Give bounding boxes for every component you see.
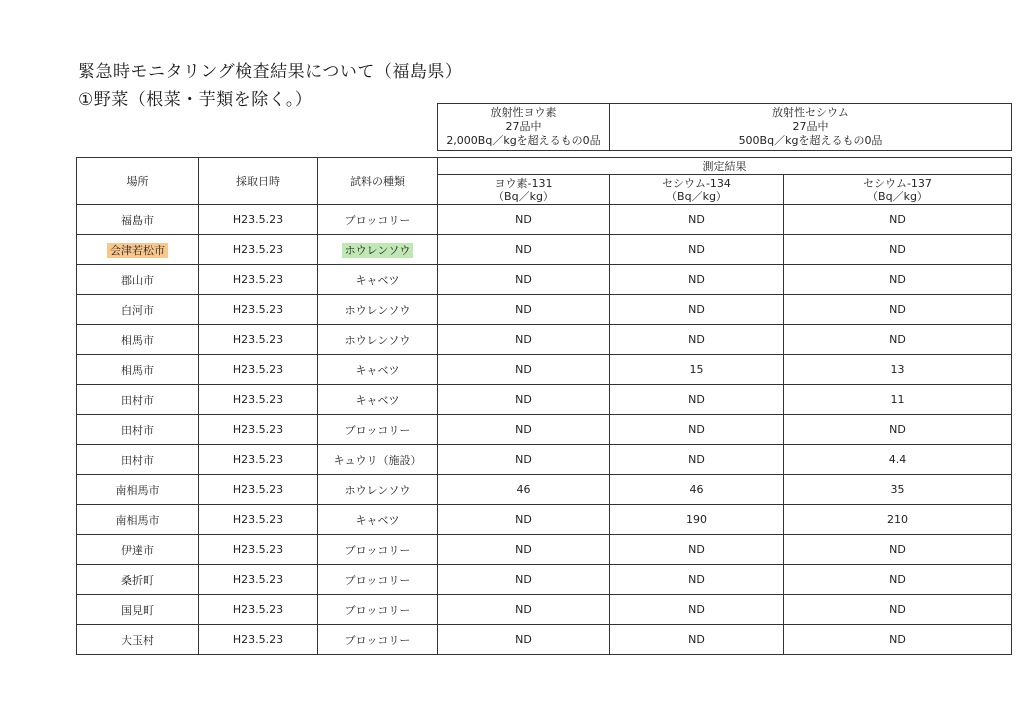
cell-cs134-text: ND bbox=[688, 573, 705, 586]
cell-place-text: 会津若松市 bbox=[107, 243, 168, 258]
cell-date-text: H23.5.23 bbox=[232, 363, 284, 376]
cell-cs134 bbox=[610, 625, 784, 655]
header-sample: 試料の種類 bbox=[318, 158, 438, 205]
cell-cs134-text: ND bbox=[688, 633, 705, 646]
cell-place bbox=[77, 205, 199, 235]
cell-i131-text: ND bbox=[515, 513, 532, 526]
cell-place bbox=[77, 625, 199, 655]
cell-date bbox=[199, 625, 318, 655]
summary-iodine-note: 2,000Bq／kgを超えるもの0品 bbox=[446, 134, 601, 147]
cell-cs134 bbox=[610, 355, 784, 385]
cell-i131-text: ND bbox=[515, 363, 532, 376]
table-row bbox=[77, 535, 1012, 565]
cell-cs134-text: ND bbox=[688, 543, 705, 556]
cell-cs134-text: ND bbox=[688, 393, 705, 406]
cell-cs134-text: 190 bbox=[686, 513, 707, 526]
cell-date bbox=[199, 235, 318, 265]
cell-cs134 bbox=[610, 505, 784, 535]
header-cs137-unit: （Bq／kg） bbox=[867, 189, 928, 203]
table-row bbox=[77, 565, 1012, 595]
header-row-main bbox=[77, 158, 1012, 175]
header-i131-label: ヨウ素-131 bbox=[494, 176, 553, 190]
cell-sample-text: キャベツ bbox=[355, 393, 400, 407]
cell-place bbox=[77, 385, 199, 415]
table-row bbox=[77, 295, 1012, 325]
cell-sample-text: ホウレンソウ bbox=[344, 483, 411, 497]
cell-sample-text: ホウレンソウ bbox=[342, 243, 414, 258]
cell-date bbox=[199, 355, 318, 385]
cell-cs134-text: 15 bbox=[689, 363, 704, 376]
header-cs134-label: セシウム-134 bbox=[662, 176, 731, 190]
cell-i131 bbox=[438, 445, 610, 475]
cell-cs134-text: ND bbox=[688, 243, 705, 256]
cell-date bbox=[199, 415, 318, 445]
cell-sample bbox=[318, 535, 438, 565]
cell-place bbox=[77, 295, 199, 325]
cell-cs137 bbox=[784, 325, 1012, 355]
summary-cesium-note: 500Bq／kgを超えるもの0品 bbox=[738, 134, 883, 147]
cell-place-text: 桑折町 bbox=[121, 573, 154, 587]
cell-cs134-text: ND bbox=[688, 603, 705, 616]
cell-sample bbox=[318, 205, 438, 235]
cell-i131-text: ND bbox=[515, 243, 532, 256]
cell-cs134-text: 46 bbox=[689, 483, 704, 496]
cell-i131 bbox=[438, 385, 610, 415]
cell-cs137 bbox=[784, 415, 1012, 445]
cell-date bbox=[199, 505, 318, 535]
cell-date-text: H23.5.23 bbox=[232, 303, 284, 316]
cell-cs134 bbox=[610, 475, 784, 505]
cell-i131 bbox=[438, 505, 610, 535]
table-row bbox=[77, 205, 1012, 235]
header-cs134-unit: （Bq／kg） bbox=[666, 189, 727, 203]
cell-place bbox=[77, 235, 199, 265]
cell-place-text: 大玉村 bbox=[121, 633, 154, 647]
cell-cs134-text: ND bbox=[688, 453, 705, 466]
cell-date-text: H23.5.23 bbox=[232, 393, 284, 406]
cell-sample-text: ブロッコリー bbox=[344, 543, 411, 557]
cell-cs137 bbox=[784, 625, 1012, 655]
cell-i131 bbox=[438, 355, 610, 385]
cell-cs134 bbox=[610, 325, 784, 355]
cell-cs137-text: ND bbox=[889, 243, 906, 256]
cell-sample-text: ブロッコリー bbox=[344, 213, 411, 227]
cell-cs134-text: ND bbox=[688, 423, 705, 436]
cell-i131 bbox=[438, 265, 610, 295]
cell-cs137 bbox=[784, 565, 1012, 595]
cell-cs134 bbox=[610, 415, 784, 445]
cell-place-text: 南相馬市 bbox=[115, 513, 160, 527]
cell-date bbox=[199, 595, 318, 625]
cell-cs134-text: ND bbox=[688, 333, 705, 346]
cell-date bbox=[199, 265, 318, 295]
cell-i131-text: ND bbox=[515, 423, 532, 436]
header-date: 採取日時 bbox=[199, 158, 318, 205]
cell-sample-text: ブロッコリー bbox=[344, 603, 411, 617]
cell-cs137-text: 13 bbox=[890, 363, 905, 376]
summary-iodine-count: 27品中 bbox=[505, 120, 542, 133]
cell-i131 bbox=[438, 295, 610, 325]
cell-cs137-text: 4.4 bbox=[888, 453, 907, 466]
cell-i131 bbox=[438, 205, 610, 235]
cell-cs137 bbox=[784, 505, 1012, 535]
summary-iodine bbox=[438, 104, 610, 151]
cell-date-text: H23.5.23 bbox=[232, 633, 284, 646]
table-row bbox=[77, 475, 1012, 505]
cell-cs137-text: ND bbox=[889, 333, 906, 346]
cell-sample bbox=[318, 445, 438, 475]
summary-cesium-name: 放射性セシウム bbox=[772, 106, 849, 119]
cell-date-text: H23.5.23 bbox=[232, 453, 284, 466]
cell-cs137-text: 11 bbox=[890, 393, 905, 406]
cell-date-text: H23.5.23 bbox=[232, 513, 284, 526]
cell-sample bbox=[318, 565, 438, 595]
cell-place bbox=[77, 595, 199, 625]
cell-cs137 bbox=[784, 595, 1012, 625]
table-row bbox=[77, 265, 1012, 295]
cell-cs134-text: ND bbox=[688, 303, 705, 316]
cell-cs137 bbox=[784, 205, 1012, 235]
cell-i131-text: ND bbox=[515, 273, 532, 286]
cell-date bbox=[199, 385, 318, 415]
cell-date bbox=[199, 205, 318, 235]
cell-i131-text: ND bbox=[515, 543, 532, 556]
cell-cs134 bbox=[610, 205, 784, 235]
cell-i131 bbox=[438, 235, 610, 265]
cell-sample bbox=[318, 235, 438, 265]
cell-date-text: H23.5.23 bbox=[232, 603, 284, 616]
cell-cs137 bbox=[784, 295, 1012, 325]
cell-cs137-text: ND bbox=[889, 603, 906, 616]
cell-i131-text: ND bbox=[515, 633, 532, 646]
cell-sample-text: キャベツ bbox=[355, 513, 400, 527]
cell-date-text: H23.5.23 bbox=[232, 333, 284, 346]
cell-i131 bbox=[438, 535, 610, 565]
cell-place-text: 伊達市 bbox=[121, 543, 154, 557]
cell-date-text: H23.5.23 bbox=[232, 483, 284, 496]
cell-date bbox=[199, 565, 318, 595]
cell-cs137-text: ND bbox=[889, 273, 906, 286]
summary-cesium bbox=[610, 104, 1012, 151]
table-row bbox=[77, 505, 1012, 535]
cell-i131-text: ND bbox=[515, 453, 532, 466]
cell-i131-text: ND bbox=[515, 303, 532, 316]
cell-cs134 bbox=[610, 535, 784, 565]
document-subtitle: ①野菜（根菜・芋類を除く。） bbox=[78, 90, 313, 110]
results-table bbox=[76, 157, 1012, 655]
cell-i131-text: ND bbox=[515, 603, 532, 616]
table-row bbox=[77, 625, 1012, 655]
cell-cs137-text: ND bbox=[889, 543, 906, 556]
cell-cs137-text: 210 bbox=[887, 513, 908, 526]
cell-sample-text: キャベツ bbox=[355, 273, 400, 287]
table-row bbox=[77, 445, 1012, 475]
cell-place-text: 国見町 bbox=[121, 603, 154, 617]
cell-sample bbox=[318, 295, 438, 325]
cell-i131-text: 46 bbox=[516, 483, 531, 496]
summary-table bbox=[437, 103, 1012, 151]
cell-i131 bbox=[438, 415, 610, 445]
cell-date bbox=[199, 475, 318, 505]
cell-sample-text: ブロッコリー bbox=[344, 573, 411, 587]
cell-sample bbox=[318, 475, 438, 505]
cell-cs137-text: ND bbox=[889, 573, 906, 586]
header-measurement: 測定結果 bbox=[438, 158, 1012, 175]
cell-date-text: H23.5.23 bbox=[232, 573, 284, 586]
cell-place-text: 白河市 bbox=[121, 303, 154, 317]
cell-cs134 bbox=[610, 565, 784, 595]
cell-place-text: 福島市 bbox=[121, 213, 154, 227]
header-cs134 bbox=[610, 175, 784, 205]
table-row bbox=[77, 385, 1012, 415]
cell-date bbox=[199, 445, 318, 475]
results-body bbox=[77, 205, 1012, 655]
header-cs137-label: セシウム-137 bbox=[863, 176, 932, 190]
cell-place-text: 田村市 bbox=[121, 423, 154, 437]
cell-sample bbox=[318, 385, 438, 415]
cell-sample bbox=[318, 595, 438, 625]
cell-place bbox=[77, 505, 199, 535]
table-row bbox=[77, 415, 1012, 445]
cell-i131 bbox=[438, 625, 610, 655]
table-row bbox=[77, 325, 1012, 355]
cell-place bbox=[77, 265, 199, 295]
cell-place bbox=[77, 475, 199, 505]
cell-i131-text: ND bbox=[515, 393, 532, 406]
cell-cs134-text: ND bbox=[688, 273, 705, 286]
cell-date bbox=[199, 295, 318, 325]
cell-sample-text: ブロッコリー bbox=[344, 633, 411, 647]
cell-cs137 bbox=[784, 265, 1012, 295]
header-cs137 bbox=[784, 175, 1012, 205]
cell-date-text: H23.5.23 bbox=[232, 543, 284, 556]
table-row bbox=[77, 595, 1012, 625]
cell-place bbox=[77, 565, 199, 595]
cell-cs134 bbox=[610, 295, 784, 325]
cell-sample bbox=[318, 625, 438, 655]
cell-date bbox=[199, 325, 318, 355]
cell-sample-text: ブロッコリー bbox=[344, 423, 411, 437]
cell-i131 bbox=[438, 475, 610, 505]
cell-place-text: 田村市 bbox=[121, 393, 154, 407]
cell-cs134 bbox=[610, 235, 784, 265]
summary-cesium-count: 27品中 bbox=[792, 120, 829, 133]
cell-cs134 bbox=[610, 595, 784, 625]
cell-date-text: H23.5.23 bbox=[232, 273, 284, 286]
cell-i131 bbox=[438, 565, 610, 595]
cell-cs137-text: ND bbox=[889, 633, 906, 646]
cell-sample bbox=[318, 505, 438, 535]
cell-cs137-text: ND bbox=[889, 423, 906, 436]
cell-cs137-text: ND bbox=[889, 303, 906, 316]
cell-sample-text: ホウレンソウ bbox=[344, 333, 411, 347]
cell-sample-text: ホウレンソウ bbox=[344, 303, 411, 317]
cell-date-text: H23.5.23 bbox=[232, 213, 284, 226]
cell-place bbox=[77, 415, 199, 445]
cell-place bbox=[77, 535, 199, 565]
cell-i131 bbox=[438, 325, 610, 355]
cell-cs137 bbox=[784, 535, 1012, 565]
cell-cs137-text: ND bbox=[889, 213, 906, 226]
cell-cs137-text: 35 bbox=[890, 483, 905, 496]
cell-cs134-text: ND bbox=[688, 213, 705, 226]
document-title: 緊急時モニタリング検査結果について（福島県） bbox=[78, 62, 463, 82]
cell-cs137 bbox=[784, 475, 1012, 505]
cell-cs134 bbox=[610, 265, 784, 295]
cell-cs137 bbox=[784, 385, 1012, 415]
cell-place-text: 田村市 bbox=[121, 453, 154, 467]
header-place: 場所 bbox=[77, 158, 199, 205]
summary-iodine-name: 放射性ヨウ素 bbox=[490, 106, 557, 119]
cell-place-text: 南相馬市 bbox=[115, 483, 160, 497]
cell-i131-text: ND bbox=[515, 573, 532, 586]
summary-row bbox=[438, 104, 1012, 151]
cell-date-text: H23.5.23 bbox=[232, 423, 284, 436]
header-i131-unit: （Bq／kg） bbox=[493, 189, 554, 203]
cell-i131-text: ND bbox=[515, 213, 532, 226]
cell-place bbox=[77, 355, 199, 385]
cell-i131 bbox=[438, 595, 610, 625]
cell-sample bbox=[318, 265, 438, 295]
cell-i131-text: ND bbox=[515, 333, 532, 346]
cell-place bbox=[77, 325, 199, 355]
cell-sample bbox=[318, 325, 438, 355]
cell-cs134 bbox=[610, 385, 784, 415]
cell-cs134 bbox=[610, 445, 784, 475]
header-i131 bbox=[438, 175, 610, 205]
table-row bbox=[77, 235, 1012, 265]
cell-cs137 bbox=[784, 445, 1012, 475]
cell-cs137 bbox=[784, 235, 1012, 265]
cell-place-text: 郡山市 bbox=[121, 273, 154, 287]
cell-sample bbox=[318, 415, 438, 445]
cell-place-text: 相馬市 bbox=[121, 363, 154, 377]
cell-date-text: H23.5.23 bbox=[232, 243, 284, 256]
cell-place-text: 相馬市 bbox=[121, 333, 154, 347]
table-row bbox=[77, 355, 1012, 385]
cell-place bbox=[77, 445, 199, 475]
cell-sample-text: キュウリ（施設） bbox=[333, 453, 422, 467]
cell-sample bbox=[318, 355, 438, 385]
cell-sample-text: キャベツ bbox=[355, 363, 400, 377]
cell-date bbox=[199, 535, 318, 565]
cell-cs137 bbox=[784, 355, 1012, 385]
